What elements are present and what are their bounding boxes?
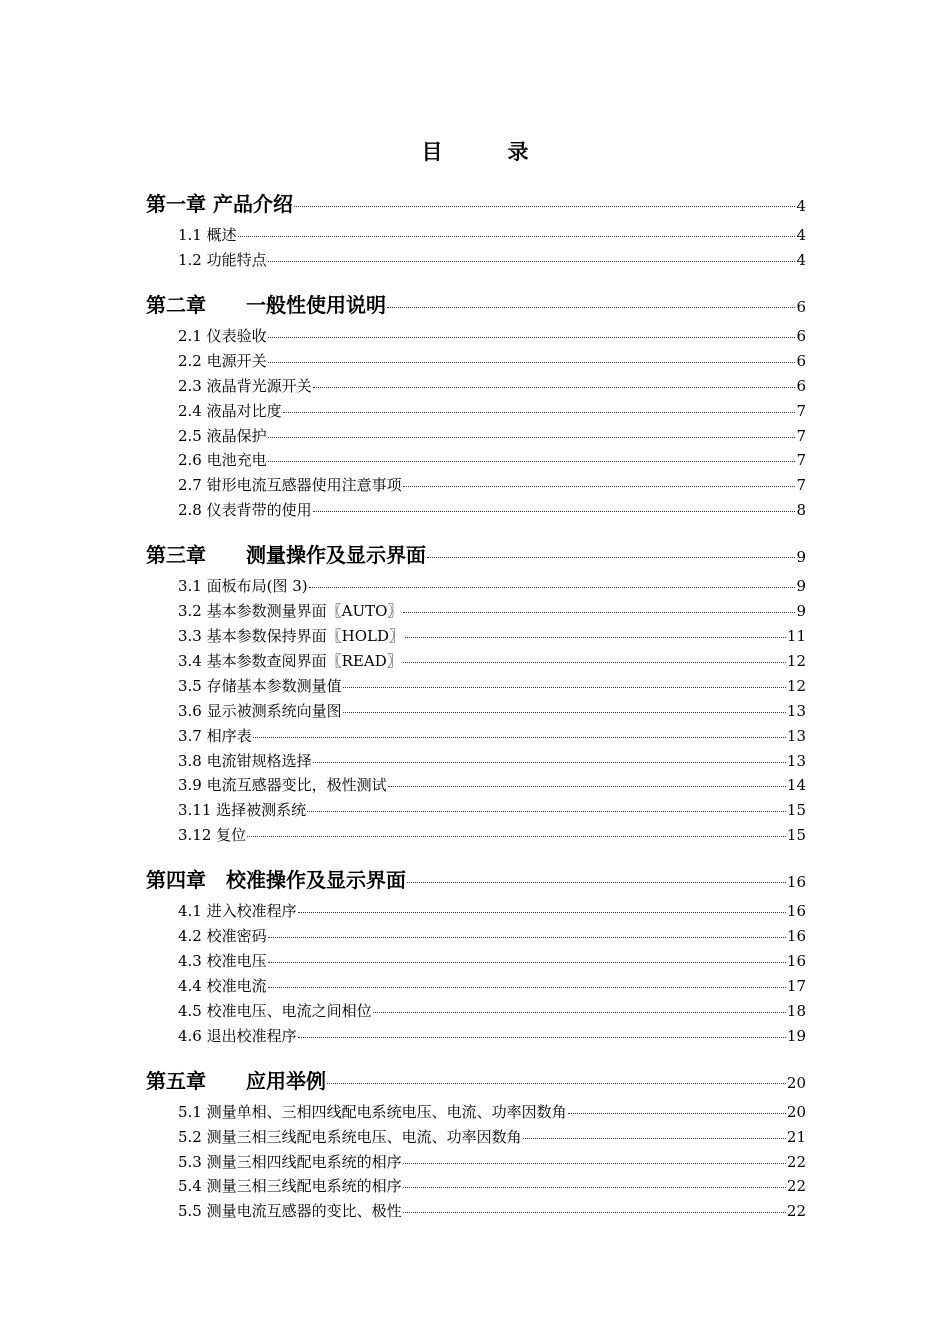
toc-section-entry[interactable] — [178, 249, 806, 270]
toc-entry-label: 3.7 相序表 — [178, 726, 252, 745]
toc-section-entry[interactable] — [178, 499, 806, 520]
toc-section-entry[interactable] — [178, 1151, 806, 1172]
toc-page-number: 14 — [786, 776, 806, 795]
toc-section-entry[interactable] — [178, 625, 806, 646]
toc-dot-leader — [568, 1113, 786, 1114]
toc-page-number: 12 — [786, 676, 806, 695]
toc-section-entry[interactable] — [178, 1200, 806, 1221]
toc-page-number: 15 — [786, 801, 806, 820]
toc-dot-leader — [343, 712, 786, 713]
toc-page-number: 9 — [796, 548, 806, 567]
toc-dot-leader — [268, 437, 796, 438]
toc-page-number: 4 — [796, 226, 806, 244]
toc-section-entry[interactable] — [178, 1000, 806, 1021]
toc-page-number: 20 — [786, 1102, 806, 1121]
toc-page-number: 16 — [786, 902, 806, 921]
toc-page-number: 21 — [786, 1127, 806, 1146]
toc-page-number: 13 — [786, 701, 806, 720]
toc-page-number: 7 — [796, 401, 806, 420]
toc-entry-label: 4.5 校准电压、电流之间相位 — [178, 1001, 372, 1020]
toc-entry-label: 5.5 测量电流互感器的变比、极性 — [178, 1202, 402, 1221]
toc-entry-label: 2.8 仪表背带的使用 — [178, 501, 312, 520]
toc-section-entry[interactable] — [178, 1025, 806, 1046]
toc-entry-label: 3.2 基本参数测量界面〖AUTO〗 — [178, 602, 403, 621]
toc-entry-label: 5.3 测量三相四线配电系统的相序 — [178, 1152, 402, 1171]
toc-dot-leader — [309, 587, 796, 588]
toc-section-entry[interactable] — [178, 725, 806, 746]
toc-page-number: 16 — [786, 952, 806, 970]
toc-entry-label: 3.12 复位 — [178, 826, 247, 845]
toc-entry-label: 3.6 显示被测系统向量图 — [178, 701, 342, 720]
toc-dot-leader — [407, 882, 786, 883]
toc-dot-leader — [403, 486, 796, 487]
toc-entry-label: 第三章 测量操作及显示界面 — [146, 543, 426, 568]
toc-dot-leader — [403, 612, 795, 613]
toc-page-number: 6 — [796, 376, 806, 395]
toc-section-entry[interactable] — [178, 950, 806, 971]
toc-entry-label: 2.4 液晶对比度 — [178, 401, 282, 420]
toc-entry-label: 1.1 概述 — [178, 226, 237, 244]
toc-entry-label: 1.2 功能特点 — [178, 250, 267, 269]
toc-section-entry[interactable] — [178, 1126, 806, 1147]
toc-dot-leader — [268, 362, 796, 363]
toc-page-number: 4 — [796, 197, 806, 215]
toc-entry-label: 3.11 选择被测系统 — [178, 801, 307, 820]
toc-dot-leader — [523, 1138, 786, 1139]
toc-page-number: 12 — [786, 651, 806, 670]
toc-section-entry[interactable] — [178, 675, 806, 696]
toc-entry-label: 4.2 校准密码 — [178, 927, 267, 946]
toc-title: 目 录 — [421, 139, 551, 164]
toc-page-number: 13 — [786, 726, 806, 745]
toc-entry-label: 5.2 测量三相三线配电系统电压、电流、功率因数角 — [178, 1127, 522, 1146]
toc-section-entry[interactable] — [178, 375, 806, 396]
toc-section-entry[interactable] — [178, 1101, 806, 1122]
toc-page-number: 7 — [796, 451, 806, 470]
toc-section-entry[interactable] — [178, 350, 806, 371]
toc-section-entry[interactable] — [178, 650, 806, 671]
toc-dot-leader — [268, 987, 786, 988]
toc-dot-leader — [298, 1037, 786, 1038]
toc-chapter-entry[interactable] — [146, 188, 806, 217]
toc-section-entry[interactable] — [178, 824, 806, 845]
toc-page-number: 22 — [786, 1177, 806, 1196]
toc-chapter-entry[interactable] — [146, 1065, 806, 1094]
toc-section-entry[interactable] — [178, 900, 806, 921]
toc-dot-leader — [298, 912, 786, 913]
toc-entry-label: 2.3 液晶背光源开关 — [178, 376, 312, 395]
toc-dot-leader — [247, 836, 786, 837]
toc-page-number: 6 — [796, 326, 806, 345]
toc-section-entry[interactable] — [178, 425, 806, 446]
toc-page-number: 20 — [786, 1073, 806, 1092]
toc-dot-leader — [427, 557, 795, 558]
toc-page-number: 7 — [796, 476, 806, 495]
toc-entry-label: 第四章 校准操作及显示界面 — [146, 868, 406, 893]
toc-page-number: 13 — [786, 751, 806, 770]
toc-entry-label: 3.1 面板布局(图 3) — [178, 577, 308, 596]
toc-entry-label: 4.6 退出校准程序 — [178, 1026, 297, 1045]
toc-dot-leader — [327, 1083, 786, 1084]
toc-section-entry[interactable] — [178, 1175, 806, 1196]
toc-dot-leader — [238, 236, 796, 237]
toc-entry-label: 4.3 校准电压 — [178, 952, 267, 970]
toc-section-entry[interactable] — [178, 799, 806, 820]
toc-section-entry[interactable] — [178, 700, 806, 721]
toc-dot-leader — [268, 337, 796, 338]
toc-section-entry[interactable] — [178, 975, 806, 996]
toc-page-number: 9 — [796, 577, 806, 596]
toc-page-number: 18 — [786, 1001, 806, 1020]
toc-dot-leader — [403, 662, 786, 663]
toc-dot-leader — [283, 412, 796, 413]
toc-page-number: 16 — [786, 927, 806, 946]
toc-entry-label: 2.5 液晶保护 — [178, 426, 267, 445]
toc-entry-label: 3.4 基本参数查阅界面〖READ〗 — [178, 651, 402, 670]
toc-section-entry[interactable] — [178, 449, 806, 470]
toc-dot-leader — [307, 811, 786, 812]
toc-page-number: 11 — [786, 627, 806, 645]
toc-page-number: 17 — [786, 976, 806, 995]
toc-dot-leader — [405, 637, 786, 638]
toc-entry-label: 2.1 仪表验收 — [178, 326, 267, 345]
toc-section-entry[interactable] — [178, 474, 806, 495]
toc-dot-leader — [313, 511, 796, 512]
toc-entry-label: 第五章 应用举例 — [146, 1068, 326, 1093]
toc-page-number: 6 — [796, 351, 806, 370]
toc-dot-leader — [313, 387, 796, 388]
toc-chapter-entry[interactable] — [146, 864, 806, 893]
toc-entry-label: 5.1 测量单相、三相四线配电系统电压、电流、功率因数角 — [178, 1102, 567, 1121]
toc-section-entry[interactable] — [178, 400, 806, 421]
toc-section-entry[interactable] — [178, 600, 806, 621]
toc-page-number: 4 — [796, 250, 806, 269]
toc-section-entry[interactable] — [178, 575, 806, 596]
toc-section-entry[interactable] — [178, 774, 806, 795]
toc-page-number: 6 — [796, 297, 806, 316]
toc-entry-label: 4.1 进入校准程序 — [178, 902, 297, 921]
toc-dot-leader — [388, 786, 786, 787]
toc-section-entry[interactable] — [178, 925, 806, 946]
toc-chapter-entry[interactable] — [146, 539, 806, 568]
toc-dot-leader — [373, 1012, 786, 1013]
toc-entry-label: 第二章 一般性使用说明 — [146, 292, 386, 317]
toc-section-entry[interactable] — [178, 224, 806, 245]
toc-entry-label: 3.3 基本参数保持界面〖HOLD〗 — [178, 627, 404, 645]
toc-dot-leader — [313, 762, 786, 763]
toc-entry-label: 2.6 电池充电 — [178, 451, 267, 470]
toc-entry-label: 2.7 钳形电流互感器使用注意事项 — [178, 476, 402, 495]
toc-entry-label: 3.9 电流互感器变比，极性测试 — [178, 776, 387, 795]
toc-entry-label: 第一章 产品介绍 — [146, 192, 293, 216]
toc-entry-label: 5.4 测量三相三线配电系统的相序 — [178, 1177, 402, 1196]
toc-page-number: 22 — [786, 1152, 806, 1171]
toc-page-number: 16 — [786, 873, 806, 892]
toc-page-number: 15 — [786, 826, 806, 845]
toc-dot-leader — [268, 461, 796, 462]
toc-page-number: 8 — [796, 501, 806, 520]
toc-dot-leader — [268, 261, 796, 262]
toc-dot-leader — [268, 937, 786, 938]
toc-page-number: 9 — [796, 602, 806, 621]
toc-dot-leader — [253, 737, 786, 738]
toc-page-number: 19 — [786, 1026, 806, 1045]
toc-dot-leader — [403, 1212, 786, 1213]
toc-dot-leader — [268, 962, 786, 963]
toc-chapter-entry[interactable] — [146, 289, 806, 318]
toc-entry-label: 3.5 存储基本参数测量值 — [178, 676, 342, 695]
toc-dot-leader — [387, 307, 795, 308]
toc-page-number: 22 — [786, 1202, 806, 1221]
toc-page-number: 7 — [796, 426, 806, 445]
toc-section-entry[interactable] — [178, 325, 806, 346]
toc-dot-leader — [294, 206, 795, 207]
toc-entry-label: 4.4 校准电流 — [178, 976, 267, 995]
toc-dot-leader — [403, 1163, 786, 1164]
toc-entry-label: 3.8 电流钳规格选择 — [178, 751, 312, 770]
toc-dot-leader — [343, 687, 786, 688]
toc-dot-leader — [403, 1187, 786, 1188]
toc-entry-label: 2.2 电源开关 — [178, 351, 267, 370]
toc-section-entry[interactable] — [178, 750, 806, 771]
